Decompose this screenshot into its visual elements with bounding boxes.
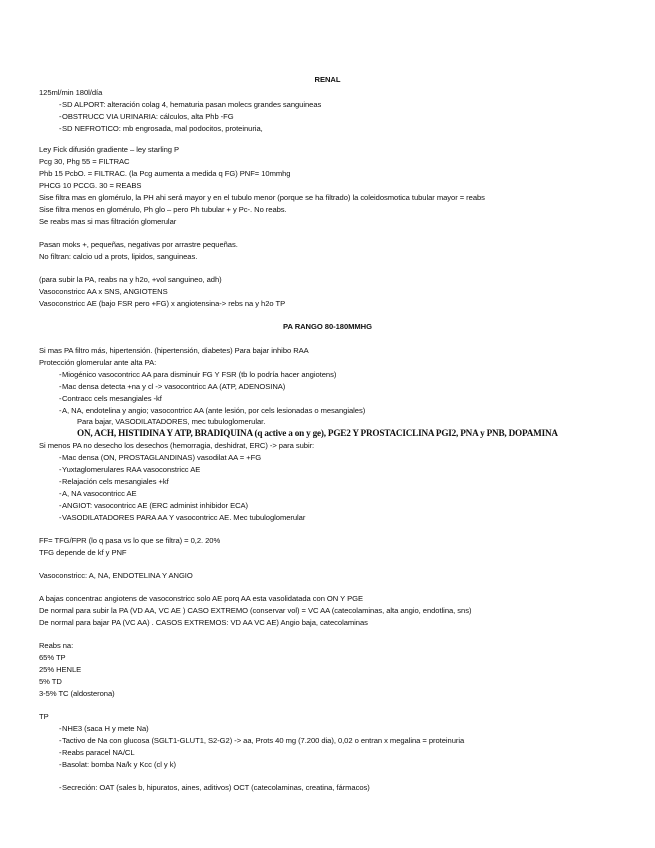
bullet-item: - SD ALPORT: alteración colag 4, hematuria pasan molecs grandes sanguineas (62, 100, 321, 110)
section-heading: PA RANGO 80-180MMHG (283, 322, 372, 331)
text-line: Si menos PA no desecho los desechos (hemorragia, deshidrat, ERC) -> para subir: (39, 441, 315, 450)
text-line: Si mas PA filtro más, hipertensión. (hipertensión, diabetes) Para bajar inhibo RAA (39, 346, 309, 355)
text-line: Sise filtra mas en glomérulo, la PH ahi será mayor y en el tubulo menor (porque se ha filtrado) la coleidosmotica tubular mayor = reabs (39, 193, 485, 202)
text-line: Protección glomerular ante alta PA: (39, 358, 157, 367)
text-line: Se reabs mas si mas filtración glomerular (39, 217, 177, 226)
bullet-item: - NHE3 (saca H y mete Na) (62, 724, 149, 734)
text-line: FF= TFG/FPR (lo q pasa vs lo que se filtra) = 0,2. 20% (39, 536, 221, 545)
text-line: Para bajar, VASODILATADORES, mec tubuloglomerular. (77, 417, 266, 426)
bullet-item: - SD NEFROTICO: mb engrosada, mal podocitos, proteinuria, (62, 124, 263, 134)
text-line: Vasoconstricc AA x SNS, ANGIOTENS (39, 287, 168, 296)
text-line: Reabs na: (39, 641, 74, 650)
bullet-item: - A, NA, endotelina y angio; vasocontricc AA (ante lesión, por cels lesionadas o mesangiales) (62, 406, 365, 416)
text-line: 3-5% TC (aldosterona) (39, 689, 115, 698)
document-title: RENAL (314, 75, 341, 84)
text-line: TP (39, 712, 49, 721)
bullet-item: - Yuxtaglomerulares RAA vasoconstricc AE (62, 465, 200, 475)
bullet-item: - Reabs paracel NA/CL (62, 748, 135, 758)
bullet-item: - Mac densa (ON, PROSTAGLANDINAS) vasodilat AA = +FG (62, 453, 261, 463)
text-line: Vasoconstricc AE (bajo FSR pero +FG) x angiotensina-> rebs na y h2o TP (39, 299, 286, 308)
bullet-item: - VASODILATADORES PARA AA Y vasocontricc AE. Mec tubuloglomerular (62, 513, 305, 523)
text-line: Pcg 30, Phg 55 = FILTRAC (39, 157, 130, 166)
bullet-item: - Mac densa detecta +na y cl -> vasocontricc AA (ATP, ADENOSINA) (62, 382, 285, 392)
bullet-item: - Relajación cels mesangiales +kf (62, 477, 169, 487)
bullet-item: - Tactivo de Na con glucosa (SGLT1-GLUT1, S2-G2) -> aa, Prots 40 mg (7.200 dia), 0,02 o entran x megalina = proteinuria (62, 736, 464, 746)
text-line: De normal para subir la PA (VD AA, VC AE ) CASO EXTREMO (conservar vol) = VC AA (catecolaminas, alta angio, endotlina, sns) (39, 606, 472, 615)
text-line: No filtran: calcio ud a prots, lipidos, sanguineas. (39, 252, 198, 261)
text-line: Vasoconstricc: A, NA, ENDOTELINA Y ANGIO (39, 571, 193, 580)
text-line: 65% TP (39, 653, 66, 662)
text-line: Pasan moks +, pequeñas, negativas por arrastre pequeñas. (39, 240, 238, 249)
bullet-item: - ANGIOT: vasocontricc AE (ERC administ inhibidor ECA) (62, 501, 248, 511)
text-line: 125ml/min 180l/día (39, 88, 103, 97)
text-line: ON, ACH, HISTIDINA Y ATP, BRADIQUINA (q active a on y ge), PGE2 Y PROSTACICLINA PGI2, PNA y PNB, DOPAMINA (77, 428, 558, 438)
text-line: (para subir la PA, reabs na y h2o, +vol sanguineo, adh) (39, 275, 222, 284)
bullet-item: - OBSTRUCC VIA URINARIA: cálculos, alta Phb -FG (62, 112, 234, 122)
text-line: Sise filtra menos en glomérulo, Ph glo – pero Ph tubular + y Pc-. No reabs. (39, 205, 287, 214)
text-line: TFG depende de kf y PNF (39, 548, 127, 557)
bullet-item: - Secreción: OAT (sales b, hipuratos, aines, aditivos) OCT (catecolaminas, creatina, fármacos) (62, 783, 370, 793)
text-line: Phb 15 PcbO. = FILTRAC. (la Pcg aumenta a medida q FG) PNF= 10mmhg (39, 169, 291, 178)
bullet-item: - Contracc cels mesangiales -kf (62, 394, 162, 404)
text-line: De normal para bajar PA (VC AA) . CASOS EXTREMOS: VD AA VC AE) Angio baja, catecolaminas (39, 618, 368, 627)
text-line: PHCG 10 PCCG. 30 = REABS (39, 181, 142, 190)
bullet-item: - Miogénico vasocontricc AA para disminuir FG Y FSR (tb lo podría hacer angiotens) (62, 370, 336, 380)
text-line: 5% TD (39, 677, 62, 686)
text-line: Ley Fick difusión gradiente – ley starling P (39, 145, 180, 154)
bullet-item: - Basolat: bomba Na/k y Kcc (cl y k) (62, 760, 176, 770)
text-line: 25% HENLE (39, 665, 82, 674)
text-line: A bajas concentrac angiotens de vasoconstricc solo AE porq AA esta vasolidatada con ON Y PGE (39, 594, 363, 603)
bullet-item: - A, NA vasocontricc AE (62, 489, 137, 499)
